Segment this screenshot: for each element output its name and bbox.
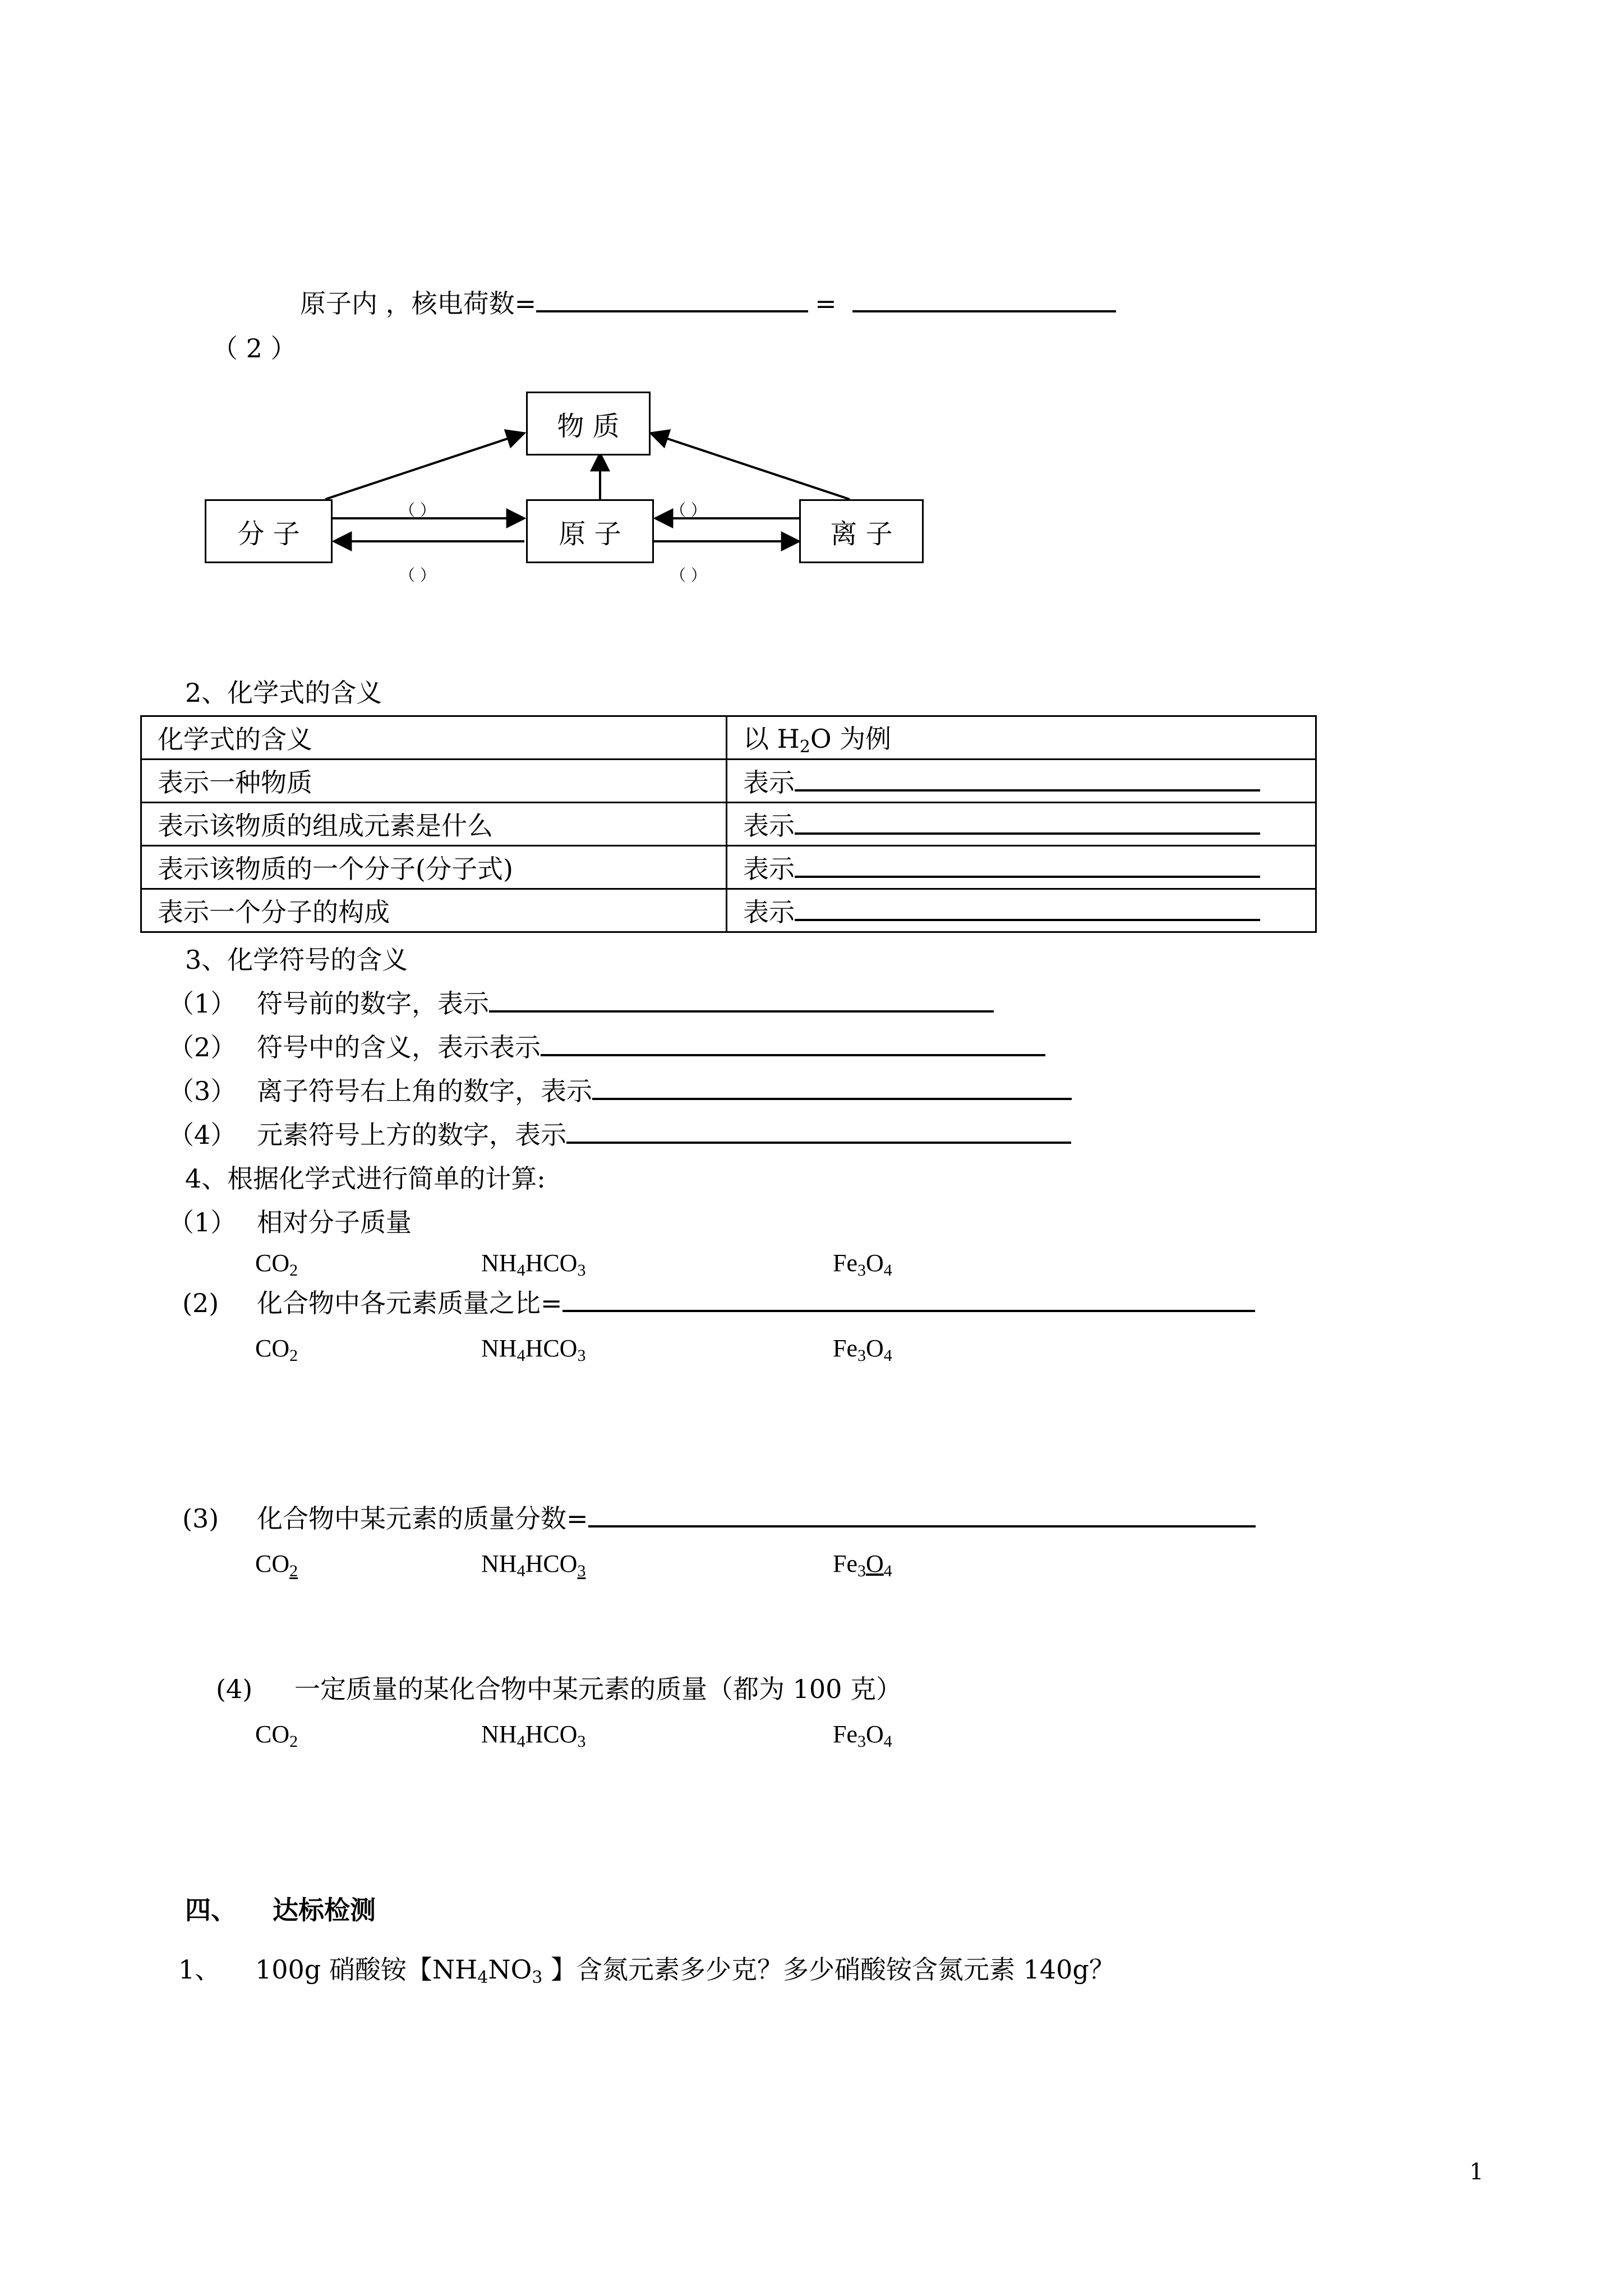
table-row: [141, 889, 1316, 932]
answer-blank[interactable]: [795, 919, 1260, 921]
table-row: [141, 846, 1316, 889]
box-ion: 离 子: [799, 499, 924, 563]
box-substance: 物 质: [526, 392, 651, 455]
table-header-row: [141, 716, 1316, 760]
table-cell: 表示: [727, 760, 1316, 803]
table-row: [141, 803, 1316, 846]
nuclear-charge-label: 原子内 ，核电荷数=: [300, 288, 537, 319]
blank-paren[interactable]: （ ）: [670, 566, 707, 585]
symbol-item-4: （4） 元素符号上方的数字，表示: [168, 1122, 1071, 1148]
formula-co2: $CO_2$: [255, 1550, 298, 1580]
answer-blank[interactable]: [566, 1142, 1071, 1144]
box-molecule: 分 子: [205, 499, 333, 563]
table-row: [141, 760, 1316, 803]
table-cell: 表示该物质的组成元素是什么: [141, 803, 727, 846]
answer-blank[interactable]: [795, 832, 1260, 835]
table-cell: 表示该物质的一个分子(分子式): [141, 846, 727, 889]
section-2-title: 2、化学式的含义: [185, 678, 382, 708]
box-atom: 原 子: [526, 499, 654, 563]
formula-nh4hco3: $NH_4HCO_3$: [481, 1249, 586, 1280]
blank-paren[interactable]: （ ）: [670, 501, 707, 519]
table-cell: 表示一个分子的构成: [141, 889, 727, 932]
calc-item-1: （1） 相对分子质量: [168, 1207, 412, 1237]
page-number: 1: [1469, 2159, 1484, 2185]
formula-nh4hco3: $NH_4HCO_3$: [481, 1550, 586, 1580]
table-cell: 表示一种物质: [141, 760, 727, 803]
calc-item-4: (4) 一定质量的某化合物中某元素的质量（都为 100 克）: [216, 1674, 902, 1704]
table-header-cell: 以 $H_2O$ 为例: [727, 716, 1316, 760]
calc-item-3: (3) 化合物中某元素的质量分数=: [182, 1506, 1256, 1531]
answer-blank[interactable]: [592, 1098, 1072, 1100]
formula-fe3o4: $Fe_3O_4$: [833, 1335, 892, 1365]
symbol-item-2: （2） 符号中的含义，表示表示: [168, 1034, 1045, 1060]
section-check-title: 四、 达标检测: [185, 1895, 376, 1925]
table-cell: 表示: [727, 889, 1316, 932]
blank-paren[interactable]: （ ）: [399, 501, 436, 519]
calc-item-2: (2) 化合物中各元素质量之比=: [182, 1290, 1255, 1316]
sub-label-2: （ 2 ）: [212, 333, 297, 364]
formula-co2: $CO_2$: [255, 1720, 298, 1751]
symbol-item-3: （3） 离子符号右上角的数字，表示: [168, 1078, 1072, 1104]
table-cell: 表示: [727, 846, 1316, 889]
formula-nh4hco3: $NH_4HCO_3$: [481, 1335, 586, 1365]
arrow-molecule-to-substance: [325, 433, 524, 499]
answer-blank[interactable]: [588, 1525, 1256, 1527]
check-question-1: 1、 100g 硝酸铵【$NH_4NO_3$ 】含氮元素多少克？多少硝酸铵含氮元素 140g？: [178, 1954, 1115, 1987]
answer-blank[interactable]: [562, 1310, 1255, 1312]
answer-blank[interactable]: [795, 876, 1260, 878]
formula-nh4hco3: $NH_4HCO_3$: [481, 1720, 586, 1751]
section-3-title: 3、化学符号的含义: [185, 945, 408, 975]
formula-fe3o4: $Fe_3O_4$: [833, 1720, 892, 1751]
formula-co2: $CO_2$: [255, 1249, 298, 1280]
formula-fe3o4: $Fe_3O_4$: [833, 1249, 892, 1280]
formula-meaning-table: [140, 715, 1317, 933]
table-header-cell: 化学式的含义: [141, 716, 727, 760]
blank-paren[interactable]: （ ）: [399, 566, 436, 585]
formula-co2: $CO_2$: [255, 1335, 298, 1365]
table-cell: 表示: [727, 803, 1316, 846]
symbol-item-1: （1） 符号前的数字，表示: [168, 991, 994, 1016]
arrow-ion-to-substance: [651, 433, 850, 499]
answer-blank[interactable]: [795, 789, 1260, 792]
equals-sign: =: [815, 288, 837, 319]
formula-fe3o4: $Fe_3O_4$: [833, 1550, 892, 1580]
answer-blank[interactable]: [541, 1054, 1045, 1056]
section-4-title: 4、根据化学式进行简单的计算:: [185, 1163, 546, 1194]
answer-blank[interactable]: [489, 1010, 994, 1013]
